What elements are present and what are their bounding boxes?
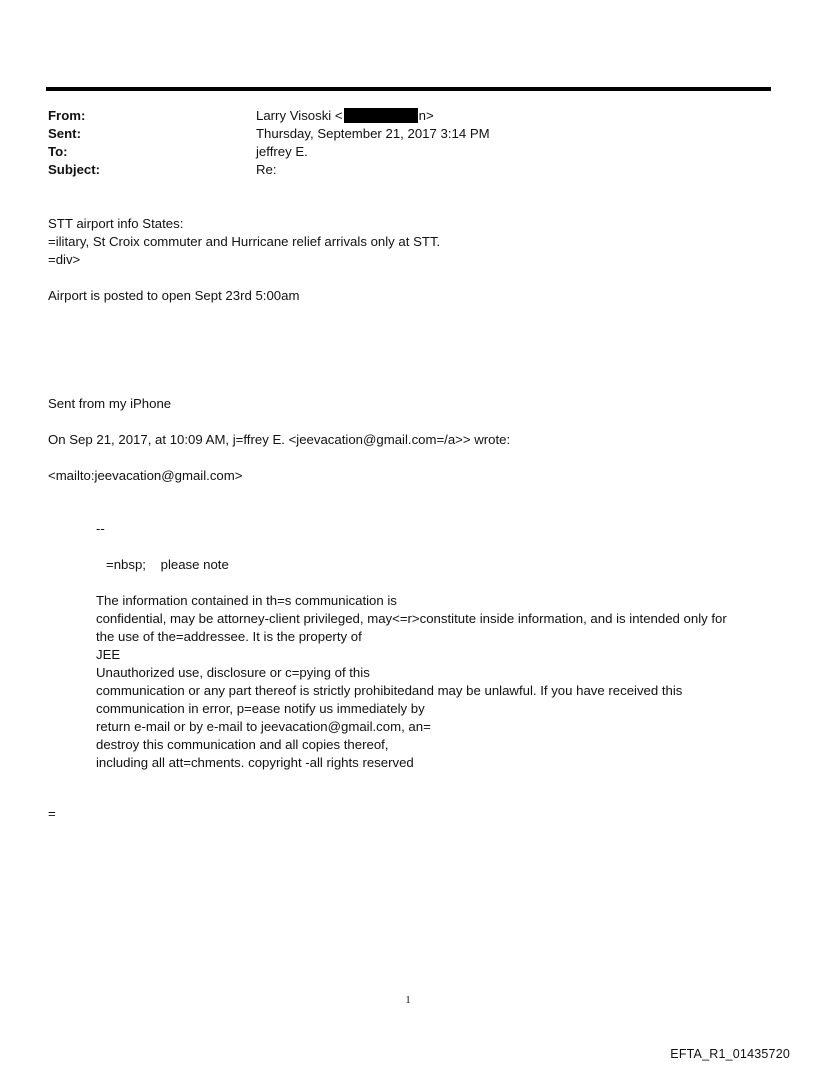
- from-label: From:: [48, 108, 86, 123]
- disclaimer-line: communication in error, p=ease notify us immediately by: [96, 701, 425, 716]
- disclaimer-line: the use of the=addressee. It is the property of: [96, 629, 362, 644]
- sent-label: Sent:: [48, 126, 81, 141]
- signature-line: Sent from my iPhone: [48, 396, 172, 411]
- subject-label: Subject:: [48, 162, 101, 177]
- page-number: 1: [405, 994, 411, 1006]
- from-tail: n>: [418, 108, 434, 123]
- disclaimer-line: return e-mail or by e-mail to jeevacation@gmail.com, an=: [96, 719, 431, 734]
- disclaimer-line: JEE: [96, 647, 121, 662]
- disclaimer-line: communication or any part thereof is strictly prohibitedand may be unlawful. If you have received this: [96, 683, 683, 698]
- from-name: Larry Visoski <: [256, 108, 343, 123]
- from-value: [256, 107, 434, 125]
- body-line: =ilitary, St Croix commuter and Hurricane relief arrivals only at STT.: [48, 234, 441, 249]
- quote-attribution: On Sep 21, 2017, at 10:09 AM, j=ffrey E. <jeevacation@gmail.com=/a>> wrote:: [48, 432, 511, 447]
- to-value: jeffrey E.: [256, 144, 308, 159]
- bates-number: EFTA_R1_01435720: [670, 1047, 790, 1061]
- disclaimer-line: destroy this communication and all copies thereof,: [96, 737, 389, 752]
- mailto-line: <mailto:jeevacation@gmail.com>: [48, 468, 243, 483]
- disclaimer-line: The information contained in th=s communication is: [96, 593, 397, 608]
- trailing-equals: =: [48, 806, 56, 821]
- email-body: [48, 215, 510, 485]
- disclaimer-line: confidential, may be attorney-client privileged, may<=r>constitute inside information, and is intended only for: [96, 611, 727, 626]
- subject-value: Re:: [256, 162, 277, 177]
- dashes-line: --: [96, 521, 105, 536]
- quoted-footer: [96, 520, 727, 772]
- sent-value: Thursday, September 21, 2017 3:14 PM: [256, 126, 490, 141]
- body-line: =div>: [48, 252, 81, 267]
- body-line: STT airport info States:: [48, 216, 184, 231]
- nbsp-note: =nbsp; please note: [106, 557, 229, 572]
- body-line: Airport is posted to open Sept 23rd 5:00am: [48, 288, 300, 303]
- redaction-box: [344, 108, 418, 123]
- disclaimer-line: Unauthorized use, disclosure or c=pying of this: [96, 665, 370, 680]
- to-label: To:: [48, 144, 68, 159]
- header-rule: [46, 87, 771, 91]
- disclaimer-line: including all att=chments. copyright -all rights reserved: [96, 755, 414, 770]
